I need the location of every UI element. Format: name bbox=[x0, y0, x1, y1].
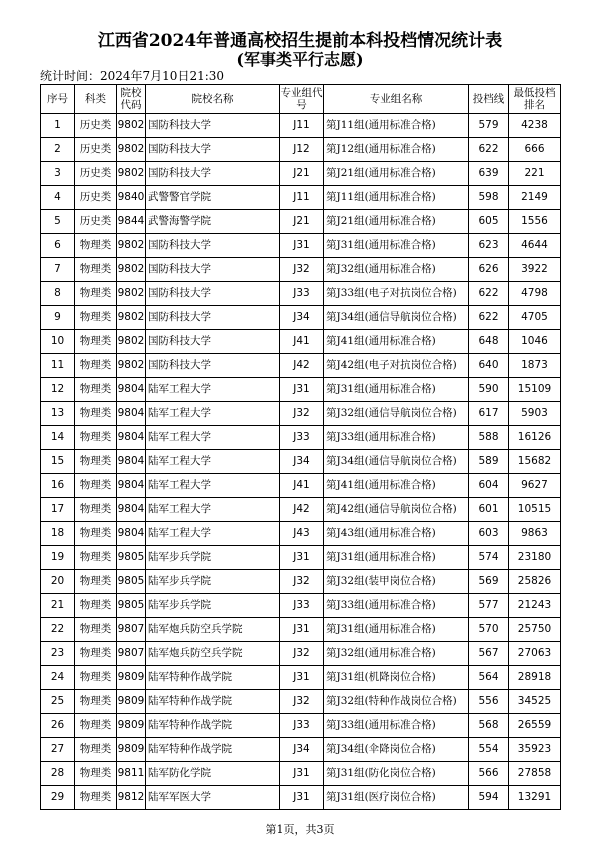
cell-group-name: 第J43组(通用标准合格) bbox=[324, 522, 469, 546]
cell-school-code: 9804 bbox=[117, 450, 146, 474]
cell-index: 4 bbox=[41, 186, 75, 210]
cell-category: 物理类 bbox=[75, 546, 117, 570]
cell-category: 历史类 bbox=[75, 162, 117, 186]
cell-score-line: 570 bbox=[469, 618, 509, 642]
cell-min-rank: 9627 bbox=[509, 474, 561, 498]
cell-group-code: J42 bbox=[280, 498, 324, 522]
cell-school-name: 国防科技大学 bbox=[146, 306, 280, 330]
table-row bbox=[41, 498, 561, 522]
cell-school-code: 9804 bbox=[117, 378, 146, 402]
cell-school-name: 国防科技大学 bbox=[146, 138, 280, 162]
cell-category: 物理类 bbox=[75, 786, 117, 810]
cell-score-line: 590 bbox=[469, 378, 509, 402]
cell-school-name: 陆军工程大学 bbox=[146, 402, 280, 426]
table-row bbox=[41, 594, 561, 618]
cell-group-code: J31 bbox=[280, 234, 324, 258]
col-header-group-code: 专业组代号 bbox=[280, 85, 324, 114]
cell-score-line: 588 bbox=[469, 426, 509, 450]
cell-min-rank: 221 bbox=[509, 162, 561, 186]
table-row bbox=[41, 714, 561, 738]
cell-school-code: 9802 bbox=[117, 234, 146, 258]
cell-school-name: 陆军工程大学 bbox=[146, 378, 280, 402]
cell-group-code: J41 bbox=[280, 330, 324, 354]
cell-category: 物理类 bbox=[75, 234, 117, 258]
table-row bbox=[41, 666, 561, 690]
cell-min-rank: 1556 bbox=[509, 210, 561, 234]
cell-min-rank: 26559 bbox=[509, 714, 561, 738]
cell-school-code: 9805 bbox=[117, 570, 146, 594]
cell-school-code: 9804 bbox=[117, 402, 146, 426]
cell-group-code: J32 bbox=[280, 642, 324, 666]
cell-school-name: 陆军工程大学 bbox=[146, 498, 280, 522]
cell-min-rank: 27858 bbox=[509, 762, 561, 786]
cell-group-name: 第J42组(通信导航岗位合格) bbox=[324, 498, 469, 522]
cell-school-code: 9804 bbox=[117, 474, 146, 498]
cell-school-code: 9802 bbox=[117, 114, 146, 138]
table-row bbox=[41, 570, 561, 594]
cell-school-name: 国防科技大学 bbox=[146, 114, 280, 138]
table-row bbox=[41, 450, 561, 474]
cell-score-line: 648 bbox=[469, 330, 509, 354]
cell-category: 物理类 bbox=[75, 498, 117, 522]
table-row bbox=[41, 354, 561, 378]
cell-score-line: 568 bbox=[469, 714, 509, 738]
cell-school-name: 陆军防化学院 bbox=[146, 762, 280, 786]
cell-school-code: 9802 bbox=[117, 138, 146, 162]
cell-index: 23 bbox=[41, 642, 75, 666]
cell-index: 14 bbox=[41, 426, 75, 450]
cell-category: 物理类 bbox=[75, 642, 117, 666]
cell-score-line: 601 bbox=[469, 498, 509, 522]
cell-min-rank: 1873 bbox=[509, 354, 561, 378]
cell-group-code: J31 bbox=[280, 618, 324, 642]
col-header-school-name: 院校名称 bbox=[146, 85, 280, 114]
cell-group-code: J31 bbox=[280, 762, 324, 786]
cell-score-line: 566 bbox=[469, 762, 509, 786]
table-row bbox=[41, 522, 561, 546]
cell-school-name: 陆军特种作战学院 bbox=[146, 714, 280, 738]
cell-group-name: 第J33组(电子对抗岗位合格) bbox=[324, 282, 469, 306]
cell-score-line: 604 bbox=[469, 474, 509, 498]
cell-index: 12 bbox=[41, 378, 75, 402]
cell-group-name: 第J12组(通用标准合格) bbox=[324, 138, 469, 162]
cell-group-name: 第J31组(防化岗位合格) bbox=[324, 762, 469, 786]
cell-score-line: 605 bbox=[469, 210, 509, 234]
cell-index: 15 bbox=[41, 450, 75, 474]
cell-score-line: 589 bbox=[469, 450, 509, 474]
cell-school-code: 9809 bbox=[117, 738, 146, 762]
cell-index: 21 bbox=[41, 594, 75, 618]
cell-school-name: 国防科技大学 bbox=[146, 282, 280, 306]
cell-group-code: J34 bbox=[280, 738, 324, 762]
cell-index: 18 bbox=[41, 522, 75, 546]
cell-group-code: J41 bbox=[280, 474, 324, 498]
cell-school-code: 9805 bbox=[117, 594, 146, 618]
cell-min-rank: 15682 bbox=[509, 450, 561, 474]
cell-score-line: 569 bbox=[469, 570, 509, 594]
cell-category: 物理类 bbox=[75, 258, 117, 282]
cell-category: 物理类 bbox=[75, 330, 117, 354]
cell-group-code: J32 bbox=[280, 690, 324, 714]
cell-group-code: J11 bbox=[280, 114, 324, 138]
cell-index: 7 bbox=[41, 258, 75, 282]
cell-school-name: 陆军特种作战学院 bbox=[146, 666, 280, 690]
cell-category: 物理类 bbox=[75, 522, 117, 546]
cell-min-rank: 25826 bbox=[509, 570, 561, 594]
cell-category: 物理类 bbox=[75, 450, 117, 474]
cell-group-code: J32 bbox=[280, 258, 324, 282]
cell-school-name: 陆军步兵学院 bbox=[146, 594, 280, 618]
cell-min-rank: 25750 bbox=[509, 618, 561, 642]
cell-category: 物理类 bbox=[75, 474, 117, 498]
cell-score-line: 622 bbox=[469, 282, 509, 306]
cell-school-code: 9804 bbox=[117, 426, 146, 450]
cell-group-name: 第J34组(伞降岗位合格) bbox=[324, 738, 469, 762]
cell-category: 物理类 bbox=[75, 570, 117, 594]
cell-school-code: 9807 bbox=[117, 642, 146, 666]
page-footer: 第1页，共3页 bbox=[265, 823, 335, 836]
cell-group-name: 第J34组(通信导航岗位合格) bbox=[324, 450, 469, 474]
table-row bbox=[41, 234, 561, 258]
cell-score-line: 567 bbox=[469, 642, 509, 666]
cell-score-line: 623 bbox=[469, 234, 509, 258]
cell-school-code: 9812 bbox=[117, 786, 146, 810]
cell-min-rank: 3922 bbox=[509, 258, 561, 282]
cell-index: 10 bbox=[41, 330, 75, 354]
cell-group-code: J31 bbox=[280, 546, 324, 570]
cell-category: 物理类 bbox=[75, 426, 117, 450]
cell-index: 6 bbox=[41, 234, 75, 258]
cell-min-rank: 28918 bbox=[509, 666, 561, 690]
cell-category: 历史类 bbox=[75, 186, 117, 210]
cell-category: 历史类 bbox=[75, 138, 117, 162]
cell-group-code: J32 bbox=[280, 402, 324, 426]
cell-index: 8 bbox=[41, 282, 75, 306]
col-header-score-line: 投档线 bbox=[469, 85, 509, 114]
cell-group-name: 第J41组(通用标准合格) bbox=[324, 474, 469, 498]
table-row bbox=[41, 642, 561, 666]
cell-school-code: 9802 bbox=[117, 354, 146, 378]
cell-min-rank: 13291 bbox=[509, 786, 561, 810]
cell-index: 16 bbox=[41, 474, 75, 498]
table-row bbox=[41, 258, 561, 282]
cell-group-code: J33 bbox=[280, 282, 324, 306]
cell-index: 17 bbox=[41, 498, 75, 522]
cell-category: 物理类 bbox=[75, 690, 117, 714]
col-header-group-name: 专业组名称 bbox=[324, 85, 469, 114]
cell-min-rank: 1046 bbox=[509, 330, 561, 354]
cell-score-line: 639 bbox=[469, 162, 509, 186]
cell-group-name: 第J31组(机降岗位合格) bbox=[324, 666, 469, 690]
table-row bbox=[41, 186, 561, 210]
table-body bbox=[41, 114, 561, 810]
cell-score-line: 622 bbox=[469, 138, 509, 162]
cell-category: 历史类 bbox=[75, 114, 117, 138]
cell-min-rank: 4705 bbox=[509, 306, 561, 330]
cell-school-name: 国防科技大学 bbox=[146, 162, 280, 186]
cell-school-code: 9840 bbox=[117, 186, 146, 210]
cell-index: 19 bbox=[41, 546, 75, 570]
cell-school-code: 9844 bbox=[117, 210, 146, 234]
cell-group-name: 第J31组(医疗岗位合格) bbox=[324, 786, 469, 810]
cell-index: 27 bbox=[41, 738, 75, 762]
cell-group-name: 第J32组(通用标准合格) bbox=[324, 258, 469, 282]
cell-min-rank: 15109 bbox=[509, 378, 561, 402]
cell-index: 9 bbox=[41, 306, 75, 330]
table-row bbox=[41, 162, 561, 186]
table-row bbox=[41, 690, 561, 714]
cell-min-rank: 27063 bbox=[509, 642, 561, 666]
cell-index: 29 bbox=[41, 786, 75, 810]
cell-index: 28 bbox=[41, 762, 75, 786]
cell-school-code: 9809 bbox=[117, 714, 146, 738]
cell-school-code: 9802 bbox=[117, 258, 146, 282]
cell-category: 物理类 bbox=[75, 378, 117, 402]
cell-group-name: 第J33组(通用标准合格) bbox=[324, 594, 469, 618]
cell-category: 物理类 bbox=[75, 714, 117, 738]
table-row bbox=[41, 138, 561, 162]
col-header-index: 序号 bbox=[41, 85, 75, 114]
cell-school-name: 武警警官学院 bbox=[146, 186, 280, 210]
cell-min-rank: 35923 bbox=[509, 738, 561, 762]
cell-index: 20 bbox=[41, 570, 75, 594]
cell-group-code: J33 bbox=[280, 714, 324, 738]
cell-group-name: 第J32组(通信导航岗位合格) bbox=[324, 402, 469, 426]
cell-index: 25 bbox=[41, 690, 75, 714]
cell-school-name: 陆军特种作战学院 bbox=[146, 690, 280, 714]
cell-group-code: J31 bbox=[280, 666, 324, 690]
cell-group-code: J42 bbox=[280, 354, 324, 378]
cell-school-name: 国防科技大学 bbox=[146, 330, 280, 354]
cell-min-rank: 10515 bbox=[509, 498, 561, 522]
cell-school-code: 9811 bbox=[117, 762, 146, 786]
cell-score-line: 594 bbox=[469, 786, 509, 810]
cell-index: 3 bbox=[41, 162, 75, 186]
table-row bbox=[41, 282, 561, 306]
cell-min-rank: 2149 bbox=[509, 186, 561, 210]
cell-group-name: 第J32组(装甲岗位合格) bbox=[324, 570, 469, 594]
cell-group-code: J21 bbox=[280, 210, 324, 234]
cell-score-line: 598 bbox=[469, 186, 509, 210]
cell-school-name: 国防科技大学 bbox=[146, 234, 280, 258]
cell-school-code: 9802 bbox=[117, 330, 146, 354]
cell-index: 11 bbox=[41, 354, 75, 378]
cell-school-name: 陆军步兵学院 bbox=[146, 546, 280, 570]
cell-group-name: 第J41组(通用标准合格) bbox=[324, 330, 469, 354]
cell-school-name: 陆军军医大学 bbox=[146, 786, 280, 810]
table-row bbox=[41, 378, 561, 402]
cell-school-name: 国防科技大学 bbox=[146, 354, 280, 378]
cell-min-rank: 34525 bbox=[509, 690, 561, 714]
cell-category: 物理类 bbox=[75, 618, 117, 642]
cell-school-code: 9804 bbox=[117, 522, 146, 546]
table-row bbox=[41, 738, 561, 762]
cell-school-name: 武警海警学院 bbox=[146, 210, 280, 234]
cell-index: 2 bbox=[41, 138, 75, 162]
cell-school-name: 陆军工程大学 bbox=[146, 522, 280, 546]
cell-group-code: J34 bbox=[280, 450, 324, 474]
cell-school-code: 9809 bbox=[117, 666, 146, 690]
cell-category: 物理类 bbox=[75, 594, 117, 618]
cell-category: 物理类 bbox=[75, 282, 117, 306]
cell-school-code: 9807 bbox=[117, 618, 146, 642]
cell-group-code: J43 bbox=[280, 522, 324, 546]
cell-min-rank: 9863 bbox=[509, 522, 561, 546]
cell-group-name: 第J32组(通用标准合格) bbox=[324, 642, 469, 666]
cell-school-code: 9809 bbox=[117, 690, 146, 714]
table-row bbox=[41, 474, 561, 498]
cell-school-name: 陆军炮兵防空兵学院 bbox=[146, 618, 280, 642]
cell-group-name: 第J34组(通信导航岗位合格) bbox=[324, 306, 469, 330]
cell-category: 物理类 bbox=[75, 762, 117, 786]
cell-score-line: 564 bbox=[469, 666, 509, 690]
cell-category: 物理类 bbox=[75, 306, 117, 330]
cell-group-name: 第J31组(通用标准合格) bbox=[324, 234, 469, 258]
cell-school-name: 陆军步兵学院 bbox=[146, 570, 280, 594]
table-row bbox=[41, 546, 561, 570]
cell-group-name: 第J31组(通用标准合格) bbox=[324, 618, 469, 642]
cell-school-name: 陆军炮兵防空兵学院 bbox=[146, 642, 280, 666]
cell-min-rank: 16126 bbox=[509, 426, 561, 450]
cell-min-rank: 21243 bbox=[509, 594, 561, 618]
cell-group-name: 第J11组(通用标准合格) bbox=[324, 186, 469, 210]
cell-category: 物理类 bbox=[75, 738, 117, 762]
cell-index: 5 bbox=[41, 210, 75, 234]
table-row bbox=[41, 210, 561, 234]
cell-school-name: 国防科技大学 bbox=[146, 258, 280, 282]
col-header-min-rank: 最低投档排名 bbox=[509, 85, 561, 114]
cell-group-name: 第J32组(特种作战岗位合格) bbox=[324, 690, 469, 714]
cell-min-rank: 4238 bbox=[509, 114, 561, 138]
col-header-school-code: 院校代码 bbox=[117, 85, 146, 114]
table-row bbox=[41, 330, 561, 354]
page-title: 江西省2024年普通高校招生提前本科投档情况统计表 bbox=[97, 31, 503, 51]
admission-table bbox=[40, 84, 561, 810]
cell-group-code: J33 bbox=[280, 594, 324, 618]
cell-min-rank: 4644 bbox=[509, 234, 561, 258]
cell-category: 物理类 bbox=[75, 354, 117, 378]
cell-school-code: 9802 bbox=[117, 282, 146, 306]
cell-group-name: 第J33组(通用标准合格) bbox=[324, 714, 469, 738]
cell-min-rank: 4798 bbox=[509, 282, 561, 306]
table-header-row bbox=[41, 85, 561, 114]
cell-group-name: 第J33组(通用标准合格) bbox=[324, 426, 469, 450]
cell-school-name: 陆军特种作战学院 bbox=[146, 738, 280, 762]
cell-category: 物理类 bbox=[75, 666, 117, 690]
cell-score-line: 603 bbox=[469, 522, 509, 546]
cell-group-name: 第J11组(通用标准合格) bbox=[324, 114, 469, 138]
table-row bbox=[41, 426, 561, 450]
cell-school-code: 9802 bbox=[117, 162, 146, 186]
cell-school-code: 9805 bbox=[117, 546, 146, 570]
cell-score-line: 622 bbox=[469, 306, 509, 330]
cell-index: 22 bbox=[41, 618, 75, 642]
table-row bbox=[41, 762, 561, 786]
cell-school-name: 陆军工程大学 bbox=[146, 474, 280, 498]
cell-group-name: 第J42组(电子对抗岗位合格) bbox=[324, 354, 469, 378]
cell-group-code: J33 bbox=[280, 426, 324, 450]
cell-score-line: 577 bbox=[469, 594, 509, 618]
cell-group-name: 第J21组(通用标准合格) bbox=[324, 162, 469, 186]
cell-index: 26 bbox=[41, 714, 75, 738]
table-row bbox=[41, 786, 561, 810]
table-row bbox=[41, 114, 561, 138]
cell-group-code: J31 bbox=[280, 378, 324, 402]
page-subtitle: (军事类平行志愿) bbox=[236, 50, 364, 69]
cell-school-name: 陆军工程大学 bbox=[146, 426, 280, 450]
cell-min-rank: 23180 bbox=[509, 546, 561, 570]
cell-category: 物理类 bbox=[75, 402, 117, 426]
cell-index: 1 bbox=[41, 114, 75, 138]
cell-group-code: J34 bbox=[280, 306, 324, 330]
cell-school-code: 9804 bbox=[117, 498, 146, 522]
cell-school-code: 9802 bbox=[117, 306, 146, 330]
cell-score-line: 626 bbox=[469, 258, 509, 282]
cell-group-name: 第J31组(通用标准合格) bbox=[324, 546, 469, 570]
cell-min-rank: 5903 bbox=[509, 402, 561, 426]
cell-group-code: J32 bbox=[280, 570, 324, 594]
cell-min-rank: 666 bbox=[509, 138, 561, 162]
table-row bbox=[41, 402, 561, 426]
cell-group-code: J11 bbox=[280, 186, 324, 210]
table-row bbox=[41, 618, 561, 642]
cell-group-code: J31 bbox=[280, 786, 324, 810]
cell-score-line: 579 bbox=[469, 114, 509, 138]
cell-index: 13 bbox=[41, 402, 75, 426]
cell-group-name: 第J31组(通用标准合格) bbox=[324, 378, 469, 402]
cell-score-line: 640 bbox=[469, 354, 509, 378]
table-row bbox=[41, 306, 561, 330]
cell-score-line: 617 bbox=[469, 402, 509, 426]
cell-index: 24 bbox=[41, 666, 75, 690]
cell-score-line: 554 bbox=[469, 738, 509, 762]
cell-category: 历史类 bbox=[75, 210, 117, 234]
cell-score-line: 556 bbox=[469, 690, 509, 714]
cell-school-name: 陆军工程大学 bbox=[146, 450, 280, 474]
stat-time: 统计时间：2024年7月10日21:30 bbox=[40, 69, 225, 83]
cell-score-line: 574 bbox=[469, 546, 509, 570]
cell-group-code: J21 bbox=[280, 162, 324, 186]
col-header-category: 科类 bbox=[75, 85, 117, 114]
cell-group-name: 第J21组(通用标准合格) bbox=[324, 210, 469, 234]
cell-group-code: J12 bbox=[280, 138, 324, 162]
